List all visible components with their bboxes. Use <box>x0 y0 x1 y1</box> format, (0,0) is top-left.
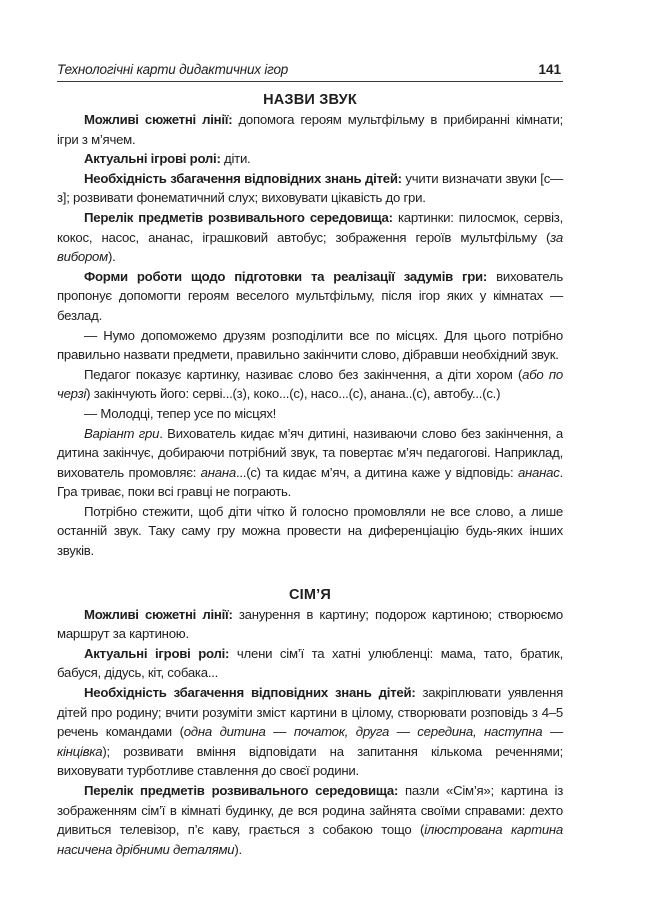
paragraph-text: ) закінчують його: серві...(з), коко...(с), насо...(с), анана..(с), автобу...(с.) <box>86 386 501 402</box>
section-simya <box>57 585 563 860</box>
paragraph-text: вихователь пропонує допомогти героям веселого мультфільму, після ігор яких у кімнатах — безлад. <box>57 268 563 323</box>
paragraph-text: члени сім’ї та хатні улюбленці: мама, тато, братик, бабуся, дідусь, кіт, собака... <box>57 645 563 681</box>
paragraph-environment-items <box>57 208 563 267</box>
paragraph-label: Форми роботи щодо підготовки та реалізації задумів гри: <box>84 268 488 284</box>
paragraph-environment-items <box>57 781 563 859</box>
section-title: НАЗВИ ЗВУК <box>263 92 357 108</box>
paragraph-text: занурення в картину; подорож картиною; створюємо маршрут за картиною. <box>57 606 563 642</box>
paragraph-italic: ананас <box>517 464 560 480</box>
paragraph-text: картинки: пилосмок, сервіз, кокос, насос, ананас, іграшковий автобус; зображення героїв мультфільму ( <box>57 209 563 245</box>
paragraph-italic: анана <box>200 464 236 480</box>
running-title: Технологічні карти дидактичних ігор <box>57 62 289 77</box>
paragraph-italic: Варіант гри <box>84 425 160 441</box>
paragraph-game-variant <box>57 424 563 502</box>
paragraph-note <box>57 502 563 561</box>
paragraph-label: Перелік предметів розвивального середовища: <box>84 209 393 225</box>
paragraph-text: — Молодці, тепер усе по місцях! <box>84 405 277 421</box>
paragraph-label: Перелік предметів розвивального середовища: <box>84 783 399 798</box>
paragraph-dialogue <box>57 326 563 365</box>
paragraph-work-forms <box>57 267 563 326</box>
paragraph-text: ). <box>107 249 116 265</box>
paragraph-procedure <box>57 365 563 404</box>
paragraph-label: Необхідність збагачення відповідних знань дітей: <box>84 685 416 701</box>
paragraph-game-roles <box>57 644 563 683</box>
paragraph-italic: ілюстрована картина насичена дрібними деталями <box>57 822 563 857</box>
paragraph-label: Актуальні ігрові ролі: <box>84 151 221 167</box>
paragraph-italic: за вибором <box>57 229 563 265</box>
paragraph-text: . Вихователь кидає м’яч дитині, називаючи слово без закінчення, а дитина закінчує, добираючи потрібний звук, та повертає м’яч педагогові. Наприклад, вихователь промовляє: <box>57 425 563 480</box>
paragraph-plot-lines <box>57 605 563 644</box>
paragraph-text: . Гра триває, поки всі гравці не пограють. <box>57 464 563 500</box>
running-header <box>57 58 563 82</box>
paragraph-text: закріплювати уявлення дітей про родину; вчити розуміти зміст картини в цілому, створювати розповідь з 4–5 речень командами ( <box>57 685 563 740</box>
paragraph-text: учити визначати звуки [с—з]; розвивати фонематичний слух; виховувати цікавість до гри. <box>57 170 563 206</box>
paragraph-text: — Нумо допоможемо друзям розподілити все по місцях. Для цього потрібно правильно назвати предмети, правильно закінчити слово, дібравши необхідний звук. <box>57 327 563 363</box>
paragraph-text: допомога героям мультфільму в прибиранні кімнати; ігри з м’ячем. <box>57 112 563 147</box>
paragraph-text: ...(с) та кидає м’яч, а дитина каже у відповідь: <box>235 464 518 480</box>
paragraph-text: Педагог показує картинку, називає слово без закінчення, а діти хором ( <box>84 366 523 382</box>
paragraph-label: Актуальні ігрові ролі: <box>84 645 230 661</box>
paragraph-label: Необхідність збагачення відповідних знань дітей: <box>84 170 402 186</box>
paragraph-label: Можливі сюжетні лінії: <box>84 606 233 622</box>
paragraph-text: Потрібно стежити, щоб діти чітко й голосно промовляли не все слово, а лише останній звук. Таку саму гру можна провести на диференціацію будь-яких інших звуків. <box>57 503 563 559</box>
paragraph-text: пазли «Сім’я»; картина із зображенням сім’ї в кімнаті будинку, де вся родина зайнята своїми справами: дехто дивиться телевізор, п’є каву, грається з собакою тощо ( <box>57 783 563 838</box>
book-page <box>57 58 563 859</box>
paragraph-game-roles <box>57 149 563 169</box>
paragraph-text: ). <box>234 841 242 857</box>
section-nazvy-zvuk <box>57 90 563 561</box>
paragraph-text: ); розвивати вміння відповідати на запитання кількома реченнями; виховувати турботливе ставлення до своєї родини. <box>57 743 563 779</box>
page-number: 141 <box>538 62 561 77</box>
paragraph-knowledge-enrichment <box>57 169 563 208</box>
paragraph-italic: або по черзі <box>57 366 564 402</box>
paragraph-knowledge-enrichment <box>57 683 563 781</box>
paragraph-italic: одна дитина — початок, друга — середина, наступна — кінцівка <box>57 724 563 759</box>
paragraph-label: Можливі сюжетні лінії: <box>84 112 233 127</box>
section-title: СІМ’Я <box>288 586 332 603</box>
paragraph-dialogue <box>57 404 563 424</box>
paragraph-plot-lines <box>57 110 563 149</box>
paragraph-text: діти. <box>220 151 251 167</box>
